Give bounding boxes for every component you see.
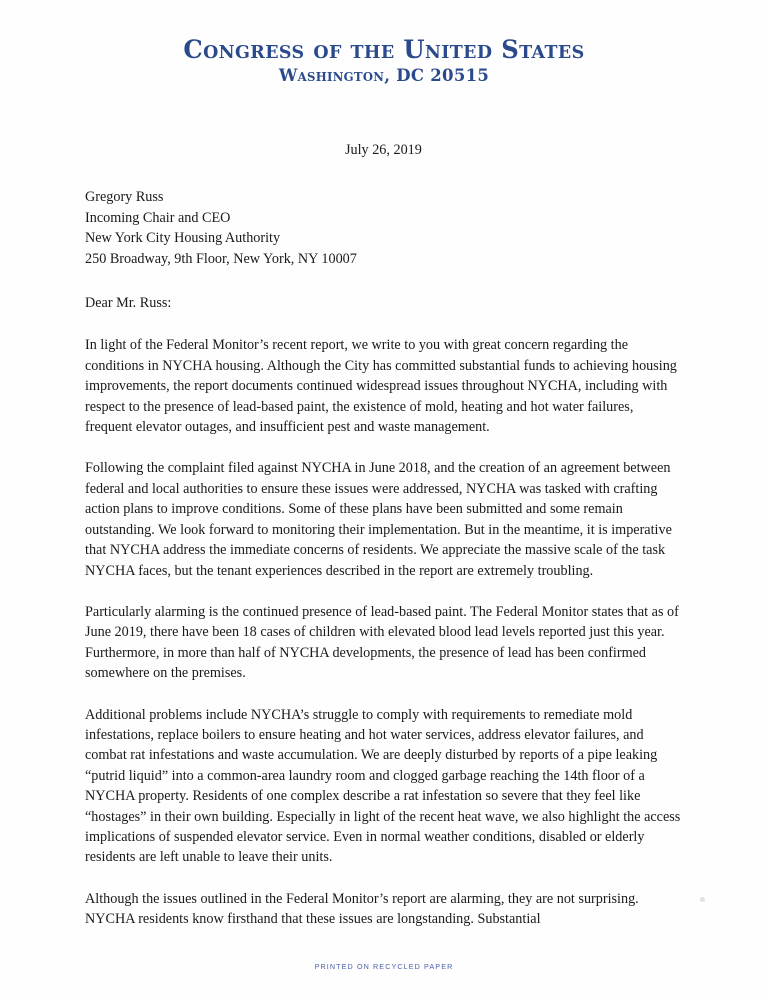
recipient-title: Incoming Chair and CEO [85,209,231,226]
recipient-name: Gregory Russ [85,189,164,206]
salutation: Dear Mr. Russ: [85,295,172,312]
scan-artifact-speck [700,897,705,902]
body-paragraph: Although the issues outlined in the Federal Monitor’s report are alarming, they are not surprising. NYCHA residents know firsthand that these issues are longstanding. Substantial [85,890,639,928]
letter-body [85,140,683,930]
letterhead [0,36,768,86]
recycled-paper-notice: PRINTED ON RECYCLED PAPER [314,962,454,971]
letterhead-subtitle: Washington, DC 20515 [278,65,490,86]
body-paragraph: Particularly alarming is the continued presence of lead-based paint. The Federal Monitor states that as of June 2019, there have been 18 cases of children with elevated blood lead levels reported just this year. Furthermore, in more than half of NYCHA developments, the presence of lead has been confirmed somewhere on the premises. [85,603,679,682]
body-paragraph: In light of the Federal Monitor’s recent report, we write to you with great concern regarding the conditions in NYCHA housing. Although the City has committed substantial funds to achieving housing improvements, the report documents continued widespread issues throughout NYCHA, including with respect to the presence of lead-based paint, the existence of mold, heating and hot water failures, frequent elevator outages, and insufficient pest and waste management. [85,337,677,436]
body-paragraph: Additional problems include NYCHA’s struggle to comply with requirements to remediate mold infestations, replace boilers to ensure heating and hot water services, address elevator failures, and combat rat infestations and waste accumulation. We are deeply disturbed by reports of a pipe leaking “putrid liquid” into a common-area laundry room and clogged garbage reaching the 14th floor of a NYCHA property. Residents of one complex describe a rat infestation so severe that they feel like “hostages” in their own building. Especially in light of the recent heat wave, we also highlight the access implications of suspended elevator service. Even in normal weather conditions, disabled or elderly residents are left unable to leave their units. [85,706,681,866]
recipient-organization: New York City Housing Authority [85,230,281,247]
letter-date: July 26, 2019 [345,142,422,158]
recipient-address-block [85,187,683,269]
letterhead-title: Congress of the United States [183,35,585,64]
body-paragraph: Following the complaint filed against NYCHA in June 2018, and the creation of an agreement between federal and local authorities to ensure these issues were addressed, NYCHA was tasked with crafting action plans to improve conditions. Some of these plans have been submitted and some remain outstanding. We look forward to monitoring their implementation. But in the meantime, it is imperative that NYCHA address the immediate concerns of residents. We appreciate the massive scale of the task NYCHA faces, but the tenant experiences described in the report are extremely troubling. [85,460,672,579]
recipient-address: 250 Broadway, 9th Floor, New York, NY 10007 [85,250,357,267]
